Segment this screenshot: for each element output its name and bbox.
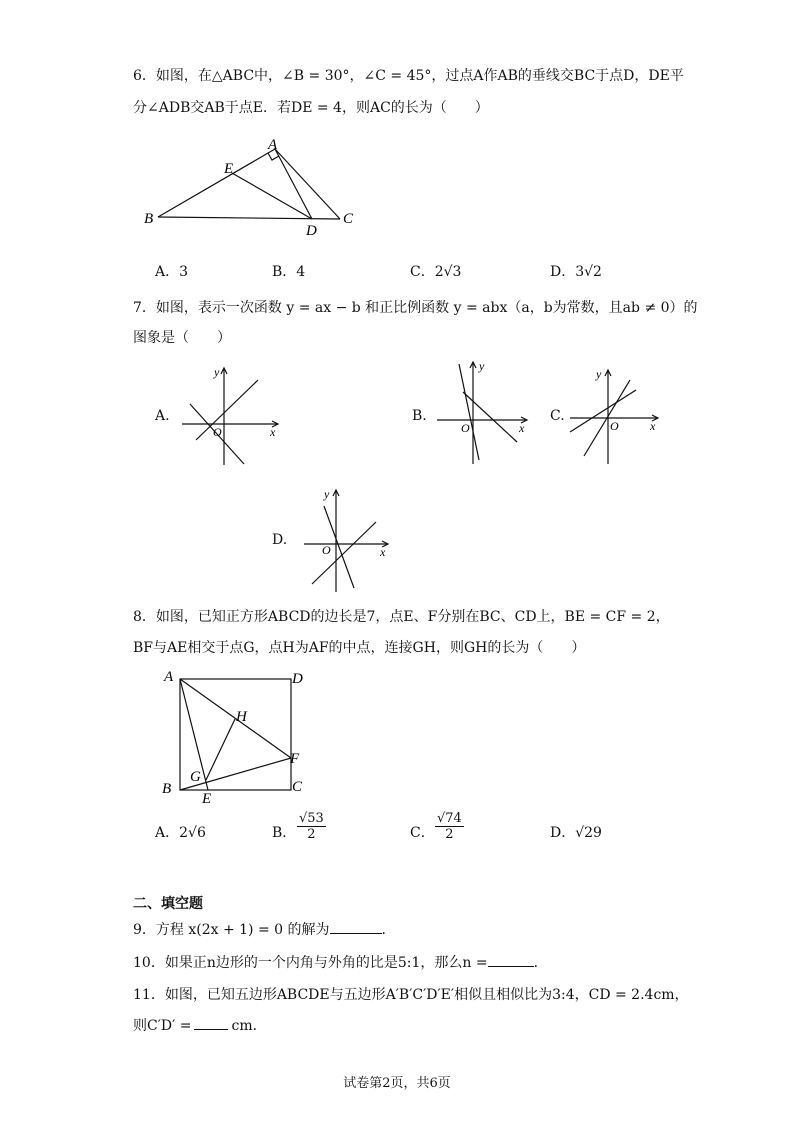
q7-graph-d-x-label: x <box>380 545 386 559</box>
q7-graph-a-origin: O <box>213 425 222 439</box>
q8-option-b-numerator: √53 <box>299 811 324 826</box>
q9-answer-blank[interactable] <box>330 919 382 934</box>
q6-segment-ac <box>275 149 340 219</box>
q7-graph-a[interactable] <box>178 360 288 468</box>
q8-text-line1: 8．如图，已知正方形ABCD的边长是7，点E、F分别在BC、CD上，BE = CF = 2， <box>133 609 670 625</box>
q7-graph-d[interactable] <box>300 484 396 596</box>
q6-label-e: E <box>224 161 234 177</box>
q8-option-b-denominator: 2 <box>307 827 316 842</box>
q7-graph-c-y-label: y <box>596 367 602 381</box>
q7-option-d-label[interactable]: D. <box>272 532 288 548</box>
q8-label-f: F <box>290 751 300 767</box>
q9-text: 9．方程 x(2x + 1) = 0 的解为 <box>133 922 330 938</box>
q8-option-c[interactable] <box>410 822 435 842</box>
page-footer: 试卷第2页，共6页 <box>343 1076 451 1091</box>
q7-option-b-label[interactable]: B. <box>412 408 427 424</box>
q7-graph-a-x-label: x <box>270 425 276 439</box>
q7-text-line2: 图象是（ ） <box>133 330 231 346</box>
q7-graph-b-y-label: y <box>479 359 485 373</box>
q8-label-e: E <box>202 791 212 807</box>
section-2-title: 二、填空题 <box>133 896 203 912</box>
q8-text-line2: BF与AE相交于点G，点H为AF的中点，连接GH，则GH的长为（ ） <box>133 640 586 656</box>
q8-option-c-label: C． <box>410 825 435 841</box>
q6-label-b: B <box>144 211 154 227</box>
q7-graph-a-y-label: y <box>214 365 220 379</box>
q8-label-b: B <box>162 781 172 797</box>
q8-option-b[interactable] <box>272 822 296 842</box>
q8-option-c-denominator: 2 <box>445 827 454 842</box>
q8-option-c-fraction <box>435 811 464 842</box>
q8-label-g: G <box>190 769 201 785</box>
q8-option-d[interactable]: D．√29 <box>550 825 602 841</box>
q6-text-line2: 分∠ADB交AB于点E．若DE = 4，则AC的长为（ ） <box>133 100 489 116</box>
q10-text: 10．如果正n边形的一个内角与外角的比是5:1，那么n = <box>133 955 488 971</box>
q8-option-b-label: B． <box>272 825 297 841</box>
q7-graph-a-line2 <box>196 380 258 440</box>
q9-end: ． <box>381 922 396 938</box>
q7-graph-b-origin: O <box>461 421 470 435</box>
q10-line <box>133 952 548 973</box>
q8-label-h: H <box>236 709 247 725</box>
q7-graph-d-y-label: y <box>324 487 330 501</box>
q11-text-pre: 则C′D′ = <box>133 1018 192 1034</box>
q7-graph-c-origin: O <box>610 419 619 433</box>
q7-graph-b[interactable] <box>433 356 533 468</box>
q7-graph-c-x-label: x <box>650 419 656 433</box>
q8-option-b-fraction <box>297 811 326 842</box>
q7-text-line1: 7．如图，表示一次函数 y = ax − b 和正比例函数 y = abx（a，b为常数，且ab ≠ 0）的 <box>133 300 698 316</box>
q7-graph-b-line2 <box>463 392 517 442</box>
q8-option-c-numerator: √74 <box>437 811 462 826</box>
q6-label-d: D <box>306 223 317 239</box>
q11-text-line1: 11．如图，已知五边形ABCDE与五边形A′B′C′D′E′相似且相似比为3:4，CD = 2.4cm， <box>133 987 689 1003</box>
q6-option-a[interactable]: A．3 <box>155 264 189 280</box>
q7-graph-d-origin: O <box>322 543 331 557</box>
q11-answer-blank[interactable] <box>194 1015 228 1030</box>
q6-text-line1: 6．如图，在△ABC中，∠B = 30°，∠C = 45°，过点A作AB的垂线交BC于点D，DE平 <box>133 68 684 84</box>
q6-option-d[interactable]: D．3√2 <box>550 264 602 280</box>
q6-triangle-figure <box>140 135 370 240</box>
q11-text-post: cm． <box>231 1018 267 1034</box>
q8-label-c: C <box>292 779 303 795</box>
q7-graph-c[interactable] <box>566 360 666 468</box>
q6-segment-bc <box>158 217 340 219</box>
q7-option-a-label[interactable]: A. <box>155 408 170 424</box>
q6-segment-ba <box>158 149 275 217</box>
q8-segment-hg <box>206 719 235 780</box>
q8-square-figure <box>160 665 320 807</box>
q6-label-c: C <box>343 211 354 227</box>
q9-line <box>133 919 396 940</box>
q7-graph-b-x-label: x <box>519 421 525 435</box>
q6-option-b[interactable]: B．4 <box>272 264 306 280</box>
q10-end: ． <box>533 955 548 971</box>
q8-label-d: D <box>292 671 303 687</box>
q8-option-a[interactable]: A．2√6 <box>155 825 206 841</box>
q6-label-a: A <box>268 137 278 153</box>
q6-option-c[interactable]: C．2√3 <box>410 264 462 280</box>
q8-label-a: A <box>164 669 174 685</box>
q11-line2 <box>133 1015 267 1036</box>
q10-answer-blank[interactable] <box>488 952 534 967</box>
q7-graph-b-line1 <box>459 364 479 460</box>
q7-option-c-label[interactable]: C. <box>550 408 565 424</box>
